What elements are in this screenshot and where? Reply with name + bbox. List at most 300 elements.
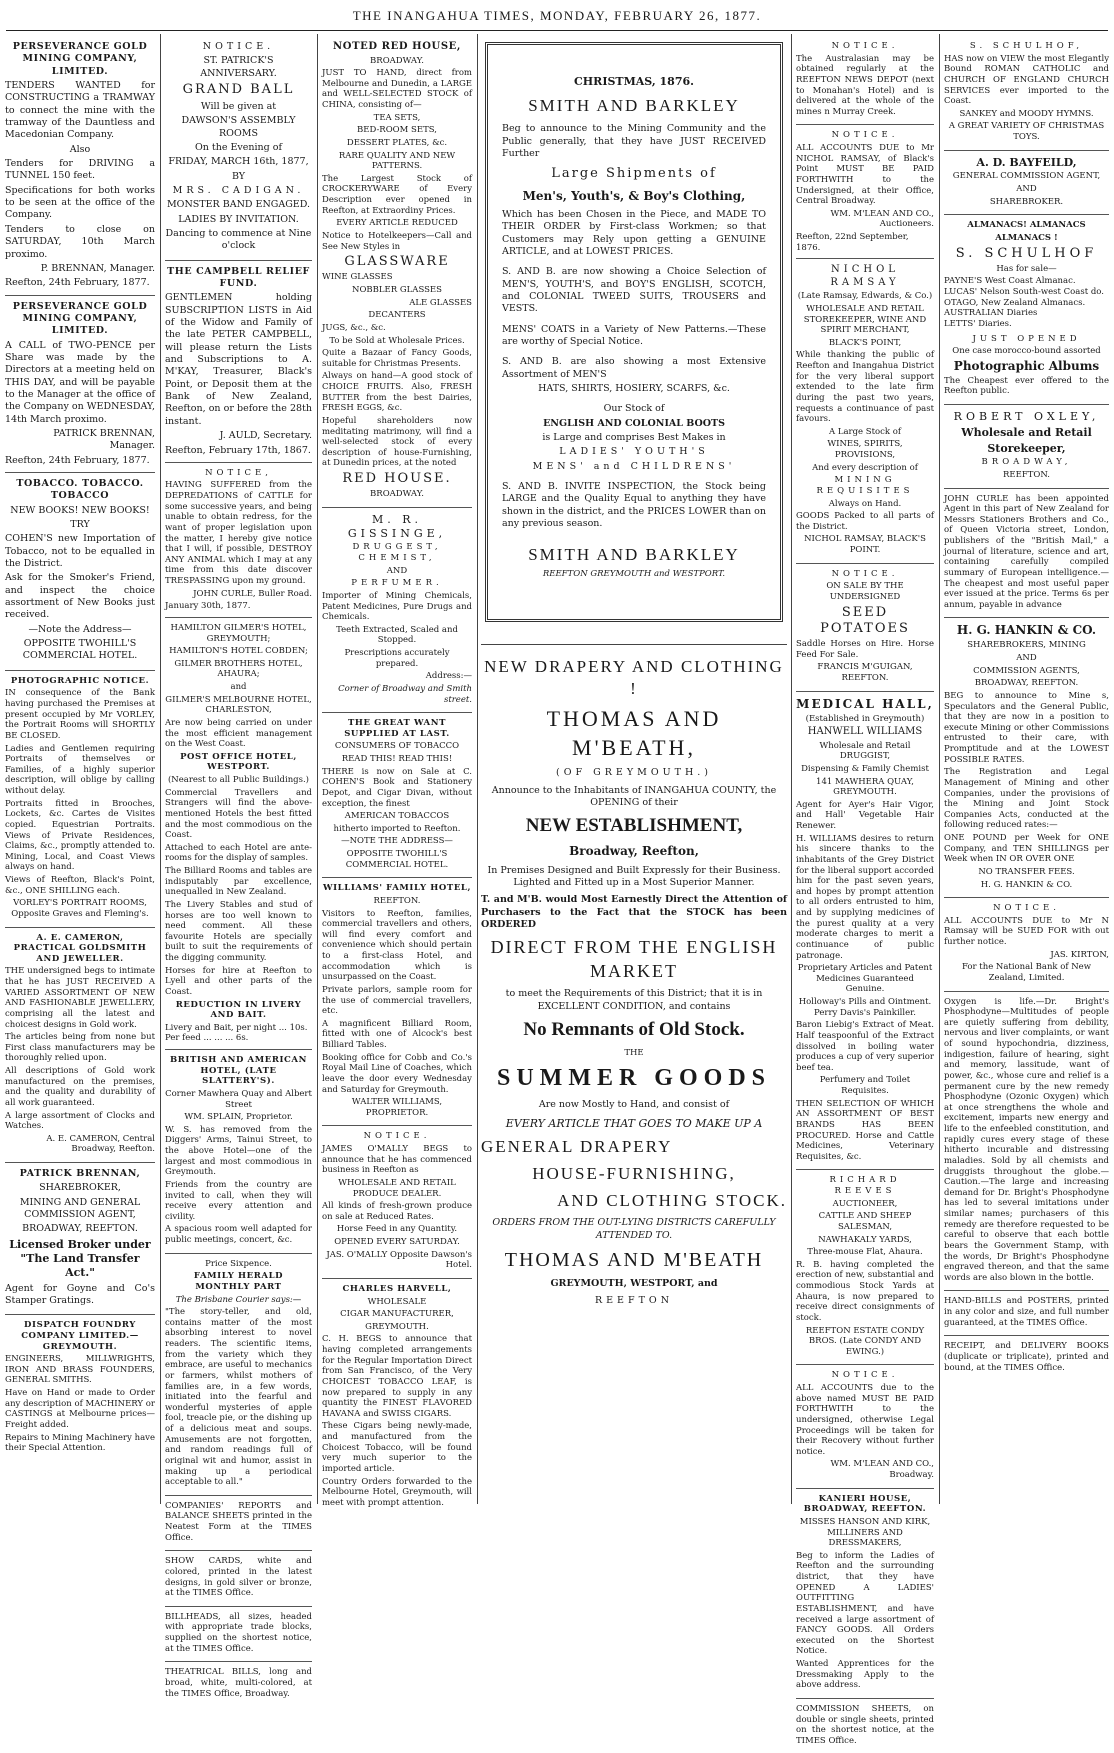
advert-text: WHOLESALE AND RETAIL STOREKEEPER, WINE AND SPIRIT MERCHANT, <box>803 303 927 336</box>
advert-signature: J. AULD, Secretary. <box>219 430 312 442</box>
advert-title: NOTICE. <box>831 1370 899 1381</box>
advert-title: ALMANACS! ALMANACS <box>967 220 1086 231</box>
advert-title: H. G. HANKIN & CO. <box>956 623 1097 638</box>
advert-signature: NICHOL RAMSAY, BLACK'S POINT. <box>804 534 926 555</box>
advert-text: LUCAS' Nelson South-west Coast do. <box>944 287 1104 297</box>
column-4 <box>477 34 791 1504</box>
advert-text: DRUGGEST, CHEMIST, <box>352 542 442 563</box>
advert-text: GENERAL DRAPERY <box>481 1137 673 1157</box>
advert-signature: WM. M'LEAN AND CO., Broadway. <box>830 1459 934 1480</box>
advert-williams-hotel <box>322 878 472 1126</box>
advert-text: JUGS, &c., &c. <box>322 322 386 333</box>
advert-text: While thanking the public of Reefton and Inangahua District for the very liberal support extended to the late firm during the past two years, requests a continuance of past favours. <box>796 350 934 425</box>
advert-text: A GREAT VARIETY OF CHRISTMAS TOYS. <box>948 121 1105 142</box>
advert-text: ORDERS FROM THE OUT-LYING DISTRICTS CAREFULLY ATTENDED TO. <box>492 1217 776 1241</box>
advert-cameron-jeweller <box>5 928 155 1164</box>
advert-text: OPENED EVERY SATURDAY. <box>334 1237 460 1247</box>
advert-text: COMMISSION AGENTS, <box>973 665 1080 676</box>
advert-text: BROADWAY, REEFTON. <box>22 1223 138 1235</box>
advert-times-office-reports <box>165 1496 312 1552</box>
advert-text: MINING AND GENERAL COMMISSION AGENT, <box>19 1196 141 1221</box>
advert-title: THE CAMPBELL RELIEF FUND. <box>167 265 310 290</box>
advert-text: BILLHEADS, all sizes, headed with appropriate trade blocks, supplied on the shortest notice, at the TIMES Office. <box>165 1611 312 1654</box>
advert-british-american-hotel <box>165 1050 312 1254</box>
advert-text: Agent for Ayer's Hair Vigor, and Hall' Vegetable Hair Renewer. <box>796 799 934 831</box>
advert-text: HAMILTON GILMER'S HOTEL, GREYMOUTH; <box>170 622 307 644</box>
advert-text: OPPOSITE TWOHILL'S COMMERCIAL HOTEL. <box>22 638 138 662</box>
advert-text: GRAND BALL <box>182 82 295 98</box>
advert-text: DESSERT PLATES, &c. <box>346 137 448 148</box>
advert-cohen-tobacco <box>5 473 155 671</box>
advert-text: Beg to announce to the Mining Community and the Public generally, that they have JUST RECEIVED Further <box>502 123 766 160</box>
advert-text: The Livery Stables and stud of horses are too well known to need comment. All these favourite Hotels are specially built to suit the requirements of the digging community. <box>165 899 312 964</box>
advert-text: MONSTER BAND ENGAGED. <box>166 199 311 211</box>
advert-text: REEFTON. <box>373 895 421 906</box>
advert-text: GLASSWARE <box>344 254 450 270</box>
advert-text: WINE GLASSES <box>322 272 393 283</box>
advert-text: AND <box>1016 184 1037 194</box>
advert-text: Which has been Chosen in the Piece, and MADE TO THEIR ORDER by First-class Workmen; so that Customers may Rely upon getting a GENUINE ARTICLE, and at LOWEST PRICES. <box>502 208 766 257</box>
advert-text: Booking office for Cobb and Co.'s Royal Mail Line of Coaches, which leave the door every Wednesday and Saturday for Greymouth. <box>322 1052 472 1095</box>
advert-text: TENDERS WANTED for CONSTRUCTING a TRAMWAY to connect the mine with the tramway of the Dauntless and Macedonian Company. <box>5 80 155 141</box>
advert-commission-sheets <box>796 1699 934 1753</box>
advert-text: Saddle Horses on Hire. Horse Feed For Sale. <box>796 639 934 660</box>
advert-text: Horses for hire at Reefton to Lyell and other parts of the Coast. <box>165 965 312 997</box>
advert-title: FAMILY HERALD MONTHLY PART <box>193 1271 284 1292</box>
advert-text: Photographic Albums <box>953 358 1100 373</box>
advert-handbills <box>944 1291 1109 1336</box>
advert-text: SHOW CARDS, white and colored, printed in the latest designs, in gold silver or bronze, at the TIMES Office. <box>165 1556 312 1599</box>
advert-text: CONSUMERS OF TOBACCO <box>334 741 460 752</box>
advert-text: hitherto imported to Reefton. <box>333 823 461 834</box>
advert-title: A. D. BAYFEILD, <box>976 155 1077 169</box>
advert-title: RICHARD REEVES <box>829 1175 901 1196</box>
advert-text: Perfumery and Toilet Requisites. <box>819 1075 911 1096</box>
advert-text: IN consequence of the Bank having purchased the Premises at present occupied by Mr VORLEY, the Portrait Rooms will SHORTLY BE CLOSED. <box>5 688 155 741</box>
advert-thomas-mbeath <box>481 644 787 1308</box>
advert-text: Country Orders forwarded to the Melbourne Hotel, Greymouth, will meet with prompt attention. <box>322 1476 472 1508</box>
advert-text: And every description of <box>812 462 918 473</box>
advert-text: The Brisbane Courier says:— <box>175 1294 302 1305</box>
advert-text: Men's, Youth's, & Boy's Clothing, <box>522 189 746 204</box>
advert-text: SHAREBROKER. <box>989 196 1064 207</box>
advert-text: Friends from the country are invited to call, when they will receive every attention and civility. <box>165 1179 312 1222</box>
advert-text: Proprietary Articles and Patent Medicines Guaranteed Genuine. <box>797 963 933 995</box>
advert-title: NOTICE. <box>993 903 1060 914</box>
advert-text: Have on Hand or made to Order any description of MACHINERY or CASTINGS at Melbourne prices—Freight added. <box>5 1388 155 1430</box>
advert-text: Commercial Travellers and Strangers will find the above-mentioned Hotels the best fitted and the most commodious on the Coast. <box>165 787 312 841</box>
advert-text: Will be given at <box>200 100 277 112</box>
advert-text: SHAREBROKERS, MINING <box>967 640 1086 651</box>
advert-nichol-ramsay <box>796 259 934 563</box>
advert-text: C. H. BEGS to announce that having completed arrangements for the Regular Importation Direct from San Francisco, of the Very CHOICEST TOBACCO LEAF, is now prepared to supply in any quantity the FINEST FLAVORED HAVANA and SWISS CIGARS. <box>322 1334 472 1419</box>
advert-omally-produce <box>322 1126 472 1279</box>
advert-title: CHRISTMAS, 1876. <box>574 75 694 88</box>
advert-signature: P. BRENNAN, Manager. <box>40 262 155 274</box>
advert-text: THEN SELECTION OF WHICH AN ASSORTMENT OF BEST BRANDS HAS BEEN PROCURED. Horse and Cattle Medicines, Veterinary Requisites, &c. <box>796 1098 934 1162</box>
advert-text: EVERY ARTICLE THAT GOES TO MAKE UP A <box>505 1116 763 1130</box>
advert-times-office-showcards <box>165 1551 312 1607</box>
advert-signature: H. G. HANKIN & CO. <box>980 879 1073 890</box>
advert-text: Ladies and Gentlemen requiring Portraits of themselves or Families, of a highly superior description, will oblige by calling without delay. <box>5 743 155 797</box>
advert-text: GILMER'S MELBOURNE HOTEL, CHARLESTON, <box>165 694 312 716</box>
advert-text: Views of Reefton, Black's Point, &c., ONE SHILLING each. <box>5 875 155 896</box>
advert-date: Reefton, 22nd September, 1876. <box>796 232 909 253</box>
advert-text: Per feed ... ... ... 6s. <box>165 1033 249 1044</box>
advert-text: The Australasian may be obtained regularly at the REEFTON NEWS DEPOT (next to Monahan's Hotel) and is delivered at the whole of the mines n Murray Creek. <box>796 53 934 117</box>
advert-text: Large Shipments of <box>551 166 717 182</box>
advert-text: DIRECT FROM THE ENGLISH MARKET <box>490 937 778 981</box>
advert-text: Baron Liebig's Extract of Meat. Half teaspoonful of the Extract dissolved in boiling water produces a cup of very superior beef tea. <box>796 1020 934 1073</box>
advert-signature: WALTER WILLIAMS, PROPRIETOR. <box>351 1097 443 1118</box>
advert-text: GOODS Packed to all parts of the District. <box>796 511 934 532</box>
advert-text: CATTLE AND SHEEP SALESMAN, <box>818 1211 912 1232</box>
advert-text: COMMISSION SHEETS, on double or single sheets, printed on the shortest notice, at the TIMES Office. <box>796 1703 934 1746</box>
advert-text: (Nearest to all Public Buildings.) <box>167 775 309 786</box>
advert-signature: A. E. CAMERON, Central Broadway, Reefton. <box>46 1133 155 1155</box>
advert-text: JOHN CURLE has been appointed Agent in this part of New Zealand for Messrs Stationers Brothers and Co., of Queen Victoria street, London, publishers of the "British Mail," a journal of literature, science and art, containing carefully compiled summary of European intelligence.—The cheapest and most useful paper ever issued at the price. Terms 6s per annum, payable in advance <box>944 493 1109 610</box>
advert-text: All kinds of fresh-grown produce on sale at Reduced Rates. <box>322 1201 472 1222</box>
advert-text: RECEIPT, and DELIVERY BOOKS (duplicate or triplicate), printed and bound, at the TIMES Office. <box>944 1341 1109 1373</box>
column-6 <box>939 34 1114 1504</box>
advert-text: OTAGO, New Zealand Almanacs. <box>944 297 1086 308</box>
advert-signature: PATRICK BRENNAN, Manager. <box>53 427 155 452</box>
advert-text: One case morocco-bound assorted <box>952 346 1101 357</box>
advert-text: Our Stock of <box>603 403 665 415</box>
advert-text: The Billiard Rooms and tables are indisputably par excellence, unequalled in New Zealand. <box>165 866 312 898</box>
advert-text: CIGAR MANUFACTURER, <box>340 1309 454 1320</box>
advert-text: Dancing to commence at Nine o'clock <box>165 228 312 252</box>
advert-title: ROBERT OXLEY, <box>953 410 1100 423</box>
advert-grand-ball <box>165 36 312 261</box>
advert-text: MRS. CADIGAN. <box>172 184 305 196</box>
advert-text: H. WILLIAMS desires to return his sincere thanks to the inhabitants of the Grey District for the liberal support accorded him for the past seven years, and hopes by prompt attention to all orders entrusted to him, and by supplying medicines of the purest quality at a very moderate charges to merit a continuance of public patronage. <box>796 833 934 961</box>
advert-text: Always on hand—A good stock of CHOICE FRUITS. Also, FRESH BUTTER from the best Dairies, FRESH EGGS, &c. <box>322 371 472 414</box>
advert-text: To be Sold at Wholesale Prices. <box>329 335 465 346</box>
advert-text: REEFTON. <box>1003 469 1050 480</box>
advert-text: Horse Feed in any Quantity. <box>336 1224 458 1235</box>
advert-dispatch-foundry <box>5 1315 155 1461</box>
advert-text: GENTLEMEN holding SUBSCRIPTION LISTS in Aid of the Widow and Family of the late PETER CAMPBELL, will please return the Lists and Subscriptions to A. M'KAY, Treasurer, Black's Point, or Deposit them at the Bank of New Zealand, Reefton, on or before the 28th instant. <box>165 292 312 427</box>
advert-title: THE GREAT WANT SUPPLIED AT LAST. <box>344 718 450 739</box>
advert-text: A large assortment of Clocks and Watches. <box>5 1110 155 1132</box>
advert-mlean-accounts <box>796 125 934 259</box>
advert-text: S. SCHULHOF <box>955 245 1098 261</box>
advert-text: Agent for Goyne and Co's Stamper Gratings. <box>5 1282 155 1307</box>
advert-text: BY <box>231 170 246 182</box>
advert-text: Oxygen is life.—Dr. Bright's Phosphodyne—Multitudes of people are quietly suffering from debility, nervous and liver complaints, or want of sound hypochondria, dizziness, indigestion, failure of hearing, sight and memory, lassitude, want of power, &c., whose cure and relief is a permanent cure by the new remedy Phosphodyne (Ozonic Oxygen) which at once strengthens the whole and excitement, imparts new energy and life to the enfeebled constitution, and rapidly cures every stage of these hitherto incurable and distressing maladies. Sold by all chemists and druggists throughout the globe.—Caution.—The large and increasing demand for Dr. Bright's Phosphodyne has led to several imitations under similar names; purchasers of this remedy are therefore requested to be careful to observe that each bottle bears the Government Stamp, with the words, Dr Bright's Phosphodyne engraved thereon, and that the same words are also blown in the bottle. <box>944 996 1109 1283</box>
advert-title: NOTICE. <box>831 568 899 579</box>
advert-title: PHOTOGRAPHIC NOTICE. <box>10 675 150 686</box>
advert-firm: THOMAS AND M'BEATH, <box>546 706 722 760</box>
advert-text: These Cigars being newly-made, and manufactured from the Choicest Tobacco, will be found very much superior to the imported article. <box>322 1421 472 1474</box>
advert-text: Repairs to Mining Machinery have their Special Attention. <box>5 1432 155 1454</box>
advert-title: NOTICE. <box>202 41 275 52</box>
advert-text: ALL ACCOUNTS due to the above named MUST BE PAID FORTHWITH to the undersigned, otherwise Legal Proceedings will be taken for their Recovery without further notice. <box>796 1383 934 1457</box>
advert-text: LETTS' Diaries. <box>944 318 1012 329</box>
advert-text: Quite a Bazaar of Fancy Goods, suitable for Christmas Presents. <box>322 348 472 369</box>
advert-text: HANWELL WILLIAMS <box>807 726 923 738</box>
advert-title: NOTICE. <box>363 1131 431 1142</box>
advert-text: Private parlors, sample room for the use of commercial travellers, etc. <box>322 984 472 1017</box>
advert-text: READ THIS! READ THIS! <box>341 754 453 764</box>
advert-title: NICHOL RAMSAY <box>830 264 900 288</box>
advert-text: AMERICAN TOBACCOS <box>344 811 450 822</box>
advert-date: Reefton, 24th February, 1877. <box>5 277 150 289</box>
advert-text: THEATRICAL BILLS, long and broad, white, multi-colored, at the TIMES Office, Broadway. <box>165 1667 312 1699</box>
advert-title: NOTICE. <box>831 41 899 51</box>
advert-signature: JAS. KIRTON, <box>1050 949 1109 960</box>
advert-text: Are now Mostly to Hand, and consist of <box>538 1099 730 1111</box>
advert-harvell-cigars <box>322 1279 472 1516</box>
advert-text: Importer of Mining Chemicals, Patent Medicines, Pure Drugs and Chemicals. <box>322 590 472 623</box>
advert-firm: SMITH AND BARKLEY <box>528 96 740 116</box>
advert-text: BLACK'S POINT, <box>828 337 902 348</box>
advert-text: Announce to the Inhabitants of INANGAHUA COUNTY, the OPENING of their <box>491 784 777 809</box>
advert-text: Ask for the Smoker's Friend, and inspect the choice assortment of New Books just received. <box>5 572 155 621</box>
advert-text: Always on Hand. <box>828 498 902 509</box>
advert-text: EVERY ARTICLE REDUCED <box>336 218 458 229</box>
advert-text: ENGINEERS, MILLWRIGHTS, IRON AND BRASS FOUNDERS, GENERAL SMITHS. <box>5 1354 155 1386</box>
advert-text: DECANTERS <box>368 310 426 321</box>
advert-text: BROADWAY. <box>370 55 424 66</box>
advert-title: S. SCHULHOF, <box>969 41 1084 51</box>
advert-campbell-fund <box>165 261 312 463</box>
advert-text: LADIES BY INVITATION. <box>178 213 299 225</box>
advert-australasian <box>796 36 934 125</box>
advert-text: BROADWAY, <box>981 457 1072 468</box>
advert-text: —Note the Address— <box>28 623 132 635</box>
advert-text: (Established in Greymouth) <box>805 713 925 724</box>
advert-text: PERFUMER. <box>351 578 443 589</box>
advert-text: ALMANACS ! <box>995 232 1058 243</box>
advert-text: ALL ACCOUNTS DUE to Mr N Ramsay will be SUED FOR with out further notice. <box>944 915 1109 947</box>
advert-text: The Cheapest ever offered to the Reefton public. <box>944 375 1109 397</box>
advert-signature: WM. M'LEAN AND CO., Auctioneers. <box>830 208 934 230</box>
advert-title: PERSEVERANCE GOLD MINING COMPANY, LIMITED. <box>12 300 148 337</box>
advert-text: "The story-teller, and old, contains matter of the most absorbing interest to novel readers. The scientific items, from the variety which they embrace, are useful to mechanics or farmers, whilst mothers of families are, in a few words, initiated into the fearful and wonderful mysteries of apple fool, treacle pie, or the dishing up of a delicious meat and soups. Amusements are not forgotten, and random readings full of original wit and humor, assist in making up a periodical acceptable to all." <box>165 1307 312 1488</box>
advert-signature: JAS. O'MALLY Opposite Dawson's Hotel. <box>326 1249 472 1271</box>
advert-text: HATS, SHIRTS, HOSIERY, SCARFS, &c. <box>538 383 730 395</box>
advert-text: Notice to Hotelkeepers—Call and See New Styles in <box>322 230 472 252</box>
advert-text: S. AND B. are also showing a most Extensive Assortment of MEN'S <box>502 356 766 380</box>
advert-text: All descriptions of Gold work manufactured on the premises, and the quality and durability of all work guaranteed. <box>5 1066 155 1108</box>
column-1 <box>0 34 160 1504</box>
advert-text: S. AND B. INVITE INSPECTION, the Stock being LARGE and the Quality Equal to anything they have shown in the district, and the PRICES LOWER than on any previous season. <box>502 481 766 530</box>
advert-kirton-notice <box>944 898 1109 991</box>
advert-text: AUSTRALIAN Diaries <box>944 308 1038 319</box>
advert-text: MISSES HANSON AND KIRK, MILLINERS AND DRESSMAKERS, <box>799 1516 931 1549</box>
advert-signature: SMITH AND BARKLEY <box>528 545 740 565</box>
advert-text: Also <box>69 143 91 155</box>
advert-text: Price Sixpence. <box>205 1258 272 1269</box>
advert-date: January 30th, 1877. <box>165 601 251 612</box>
advert-text: Portraits fitted in Brooches, Lockets, &c. Cartes de Visites copied. Equestrian Portraits. Views of Private Residences, Claims, &c., promptly attended to. Mining, Local, and Coast Views always on hand. <box>5 798 155 873</box>
advert-seed-potatoes <box>796 564 934 692</box>
advert-text: HOUSE-FURNISHING, <box>532 1164 736 1184</box>
advert-text: BEG to announce to Mine s, Speculators and the General Public, that they are now in a position to execute Mining or other Commissions entrusted to their care, with Promptitude and at the LOWEST POSSIBLE RATES. <box>944 690 1109 765</box>
advert-text: Corner of Broadway and Smith street. <box>338 683 472 705</box>
advert-text: ALL ACCOUNTS DUE to Mr NICHOL RAMSAY, of Black's Point MUST BE PAID FORTHWITH to the Undersigned, at their Office, Central Broadway. <box>796 143 934 207</box>
advert-text: A magnificent Billiard Room, fitted with one of Alcock's best Billiard Tables. <box>322 1018 472 1050</box>
advert-perseverance-tenders <box>5 36 155 296</box>
advert-phosphodyne <box>944 992 1109 1292</box>
advert-text: MENS' COATS in a Variety of New Patterns.—These are worthy of Special Notice. <box>502 323 766 347</box>
advert-title: NOTICE, <box>205 467 272 478</box>
advert-text: (OF GREYMOUTH.) <box>556 767 712 779</box>
advert-text: Broadway, Reefton, <box>569 844 699 859</box>
advert-text: A spacious room well adapted for public meetings, concert, &c. <box>165 1224 312 1246</box>
advert-gilmer-hotels <box>165 618 312 1050</box>
advert-text: NO TRANSFER FEES. <box>978 866 1075 877</box>
advert-receipt-books <box>944 1336 1109 1380</box>
advert-text: AUCTIONEER, <box>832 1198 898 1209</box>
advert-title: CHARLES HARVELL, <box>342 1283 452 1294</box>
advert-text: T. and M'B. would Most Earnestly Direct the Attention of Purchasers to the Fact that the STOCK has been ORDERED <box>481 894 787 931</box>
advert-text: The Largest Stock of CROCKERYWARE of Every Description ever opened in Reefton, at Extraordiny Prices. <box>322 173 472 216</box>
advert-text: ON SALE BY THE UNDERSIGNED <box>826 581 904 602</box>
advert-text: The articles being from none but First class manufacturers may be thoroughly relied upon. <box>5 1032 155 1064</box>
advert-text: Wanted Apprentices for the Dressmaking Apply to the above address. <box>796 1659 934 1691</box>
advert-title: PATRICK BRENNAN, <box>19 1168 141 1180</box>
advert-text: NOBBLER GLASSES <box>352 285 442 295</box>
advert-text: GREYMOUTH, WESTPORT, and <box>550 1277 718 1289</box>
advert-text: REEFTON GREYMOUTH and WESTPORT. <box>542 568 726 579</box>
advert-text: Wholesale and Retail DRUGGIST, <box>819 740 911 762</box>
advert-title: WILLIAMS' FAMILY HOTEL, <box>322 883 472 894</box>
advert-perseverance-call <box>5 296 155 473</box>
advert-text: ENGLISH AND COLONIAL BOOTS <box>543 417 725 429</box>
advert-text: WHOLESALE <box>367 1296 427 1307</box>
advert-title: TOBACCO. TOBACCO. TOBACCO <box>16 478 144 502</box>
advert-text: The Registration and Legal Management of Mining and other Companies, under the provisions of the Mining and Joint Stock Companies Acts, conducted at the following reduced rates:— <box>944 767 1109 831</box>
advert-text: GENERAL COMMISSION AGENT, <box>952 171 1101 182</box>
advert-text: Tenders to close on SATURDAY, 10th March proximo. <box>5 223 155 260</box>
advert-text: W. S. has removed from the Diggers' Arms, Tainui Street, to the above Hotel—one of the largest and most commodious in Greymouth. <box>165 1124 312 1178</box>
advert-text: Licensed Broker under "The Land Transfer Act." <box>9 1237 151 1280</box>
advert-times-office-theatrical <box>165 1662 312 1706</box>
advert-robert-oxley <box>944 405 1109 489</box>
advert-text: NEW ESTABLISHMENT, <box>525 815 743 837</box>
advert-signature: JOHN CURLE, Buller Road. <box>193 588 312 599</box>
advert-text: A CALL of TWO-PENCE per Share was made by the Directors at a meeting held on THIS DAY, and will be payable to the Manager at the office of the Company on WEDNESDAY, 14th March proximo. <box>5 339 155 425</box>
advert-text: Prescriptions accurately prepared. <box>344 648 450 669</box>
advert-text: RED HOUSE. <box>342 471 452 486</box>
advert-text: SEED POTATOES <box>820 604 910 636</box>
advert-text: SANKEY and MOODY HYMNS. <box>959 108 1094 119</box>
advert-text: to meet the Requirements of this District; that it is in EXCELLENT CONDITION, and contains <box>505 988 763 1012</box>
advert-title: A. E. CAMERON, PRACTICAL GOLDSMITH AND JEWELLER. <box>13 932 147 964</box>
advert-text: Tenders for DRIVING a TUNNEL 150 feet. <box>5 158 155 182</box>
advert-text: and <box>230 682 247 693</box>
advert-text: Hopeful shareholders now meditating matrimony, will find a well-selected stock of every description of house-Furnishing, at Dunedin prices, at the noted <box>322 415 472 469</box>
column-3 <box>317 34 477 1508</box>
advert-title: M. R. GISSINGE, <box>347 512 447 540</box>
advert-text: Wholesale and Retail <box>961 425 1092 439</box>
advert-text: AND <box>386 565 408 576</box>
advert-text: HAS now on VIEW the most Elegantly Bound ROMAN CATHOLIC and CHURCH OF ENGLAND CHURCH SERVICES ever imported to the Coast. <box>944 53 1109 107</box>
advert-times-office-billheads <box>165 1607 312 1663</box>
advert-text: LADIES' YOUTH'S <box>559 446 709 458</box>
advert-text: S. AND B. are now showing a Choice Selection of MEN'S, YOUTH'S, and BOY'S ENGLISH, SCOTCH, and COLONIAL TWEED SUITS, TROUSERS and VESTS. <box>502 266 766 315</box>
advert-text: HAVING SUFFERED from the DEPREDATIONS of CATTLE for some successive years, and being unable to obtain redress, for the want of proper legislation upon the matter, I hereby give notice that I will, if possible, DESTROY ANY ANIMAL which I may at any time from this date discover TRESPASSING upon my ground. <box>165 480 312 587</box>
advert-text: THERE is now on Sale at C. COHEN'S Book and Stationery Depot, and Cigar Divan, without exception, the finest <box>322 766 472 809</box>
advert-kanieri-house <box>796 1489 934 1699</box>
advert-medical-hall <box>796 692 934 1171</box>
advert-signature: VORLEY'S PORTRAIT ROOMS, Opposite Graves and Fleming's. <box>11 898 149 919</box>
advert-text: WHOLESALE AND RETAIL PRODUCE DEALER. <box>338 1177 456 1199</box>
advert-text: ST. PATRICK'S ANNIVERSARY. <box>200 55 277 79</box>
advert-photographic <box>5 671 155 928</box>
advert-title: NOTICE. <box>831 130 899 141</box>
advert-text: REEFTON ESTATE CONDY BROS. (Late CONDY AND EWING.) <box>805 1325 925 1357</box>
advert-text: OPPOSITE TWOHILL'S COMMERCIAL HOTEL. <box>345 849 449 870</box>
advert-signature: FRANCIS M'GUIGAN, REEFTON. <box>817 662 913 683</box>
advert-john-curle-agent <box>944 489 1109 619</box>
advert-text: JUST OPENED <box>972 333 1081 344</box>
advert-richard-reeves <box>796 1170 934 1365</box>
advert-text: For the National Bank of New Zealand, Limited. <box>961 962 1091 983</box>
advert-text: HAMILTON'S HOTEL COBDEN; <box>169 646 308 657</box>
advert-text: Visitors to Reefton, families, commercial travellers and others, will find every comfort and convenience which should pertain to a first-class Hotel, and accommodation which is unsurpassed on the Coast. <box>322 908 472 983</box>
advert-text: Corner Mawhera Quay and Albert Street <box>165 1088 312 1110</box>
advert-date: Reefton, 24th February, 1877. <box>5 454 150 466</box>
advert-text: ONE POUND per Week for ONE Company, and TEN SHILLINGS per Week when IN OR OVER ONE <box>944 833 1109 865</box>
advert-text: ALE GLASSES <box>409 297 472 308</box>
advert-text: Holloway's Pills and Ointment. Perry Davis's Painkiller. <box>798 997 932 1018</box>
advert-text: R. B. having completed the erection of new, substantial and commodious Stock Yards at Ahaura, is now prepared to receive direct consignments of stock. <box>796 1259 934 1323</box>
advert-text: 141 MAWHERA QUAY, GREYMOUTH. <box>816 776 914 798</box>
column-2 <box>160 34 317 1699</box>
advert-text: (Late Ramsay, Edwards, & Co.) <box>797 291 933 302</box>
advert-text: —NOTE THE ADDRESS— <box>341 836 453 847</box>
advert-text: A Large Stock of <box>828 426 902 437</box>
advert-text: THE <box>624 1047 644 1058</box>
advert-text: On the Evening of <box>194 141 283 153</box>
advert-text: FRIDAY, MARCH 16th, 1877, <box>168 156 309 168</box>
advert-smith-barkley <box>485 42 783 622</box>
advert-text: COMPANIES' REPORTS and BALANCE SHEETS printed in the Neatest Form at the TIMES Office. <box>165 1500 312 1543</box>
advert-hankin <box>944 618 1109 898</box>
advert-text: REDUCTION IN LIVERY AND BAIT. <box>175 999 302 1021</box>
advert-text: WM. SPLAIN, Proprietor. <box>184 1112 293 1123</box>
advert-signature: THOMAS AND M'BEATH <box>504 1248 764 1271</box>
advert-text: MENS' and CHILDRENS' <box>532 460 736 472</box>
advert-text: NAWHAKALY YARDS, <box>818 1234 912 1245</box>
advert-text: BROADWAY, REEFTON. <box>974 678 1079 689</box>
advert-cattle-notice <box>165 463 312 618</box>
advert-text: MINING REQUISITES <box>816 475 914 496</box>
masthead: THE INANGAHUA TIMES, MONDAY, FEBRUARY 26, 1877. <box>352 8 762 23</box>
advert-text: JAMES O'MALLY BEGS to announce that he has commenced business in Reefton as <box>322 1144 472 1176</box>
advert-text: RARE QUALITY AND NEW PATTERNS. <box>338 150 456 172</box>
column-5 <box>791 34 939 1746</box>
advert-text: Attached to each Hotel are ante-rooms for the display of samples. <box>165 842 312 864</box>
advert-text: TRY <box>70 519 90 531</box>
advert-text: AND CLOTHING STOCK. <box>557 1191 787 1211</box>
advert-title: MEDICAL HALL, <box>796 696 934 711</box>
advert-text: Beg to inform the Ladies of Reefton and the surrounding district, that they have OPENED A LADIES' OUTFITTING ESTABLISHMENT, and have received a large assortment of FANCY GOODS. All Orders executed on the Shortest Notice. <box>796 1550 934 1657</box>
advert-title: NOTED RED HOUSE, <box>333 41 461 52</box>
advert-text: COHEN'S new Importation of Tobacco, not to be equalled in the District. <box>5 533 155 570</box>
advert-cohen-american-tobacco <box>322 713 472 878</box>
advert-family-herald <box>165 1254 312 1496</box>
advert-red-house <box>322 36 472 508</box>
masthead-rule <box>6 30 1108 31</box>
advert-date: Reefton, February 17th, 1867. <box>165 444 311 456</box>
advert-text: Address:— <box>425 671 472 682</box>
advert-text: DAWSON'S ASSEMBLY ROOMS <box>181 115 296 139</box>
